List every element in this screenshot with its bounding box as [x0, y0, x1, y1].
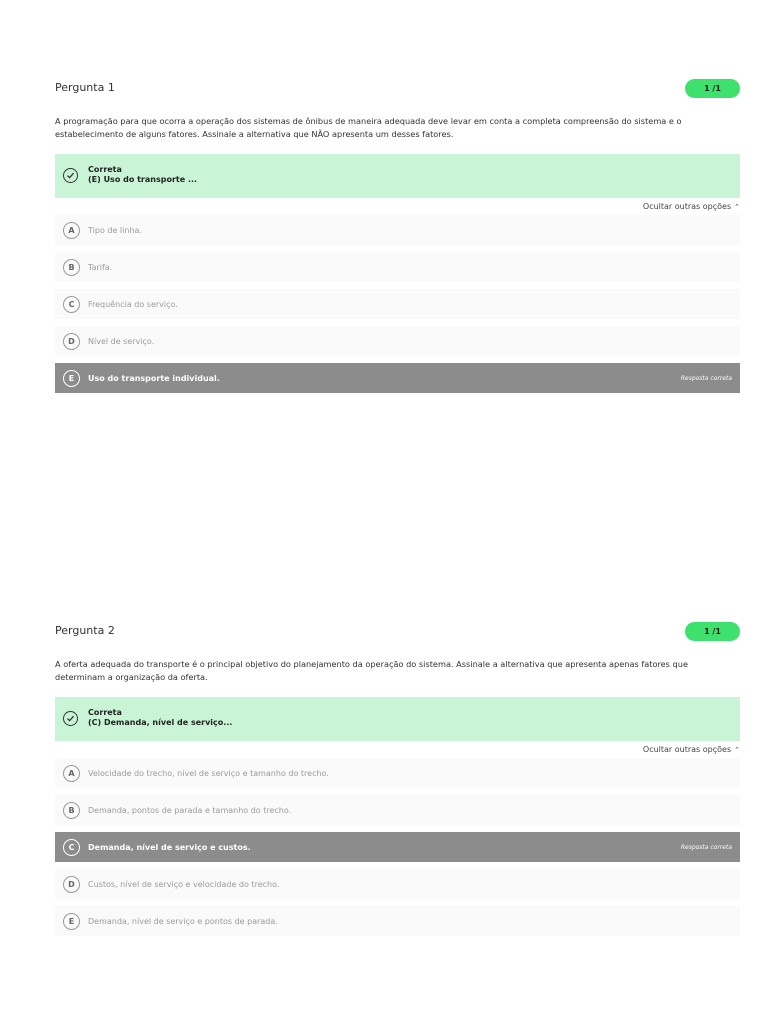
option-e[interactable]	[55, 906, 740, 936]
question-2	[55, 622, 740, 943]
option-d[interactable]	[55, 869, 740, 899]
result-box	[55, 697, 740, 741]
correct-answer-tag: Resposta correta	[680, 374, 732, 382]
hide-options-toggle[interactable]	[643, 202, 740, 211]
chevron-up-icon: ⌃	[734, 746, 740, 754]
option-e[interactable]	[55, 363, 740, 393]
option-text: Uso do transporte individual.	[88, 373, 220, 383]
option-text: Demanda, nível de serviço e custos.	[88, 842, 251, 852]
option-b[interactable]	[55, 795, 740, 825]
option-text: Frequência do serviço.	[88, 299, 178, 309]
option-c[interactable]	[55, 832, 740, 862]
option-letter: A	[63, 222, 80, 239]
toggle-label: Ocultar outras opções	[642, 745, 732, 754]
result-label: Correta	[88, 708, 122, 717]
option-letter: A	[63, 765, 80, 782]
toggle-row	[55, 741, 740, 758]
option-letter: B	[63, 802, 80, 819]
option-b[interactable]	[55, 252, 740, 282]
chevron-up-icon: ⌃	[734, 203, 740, 211]
option-letter: E	[63, 913, 80, 930]
check-circle-icon	[63, 168, 78, 183]
correct-answer-tag: Resposta correta	[680, 843, 732, 851]
option-a[interactable]	[55, 758, 740, 788]
hide-options-toggle[interactable]	[643, 745, 740, 754]
result-answer: (E) Uso do transporte ...	[88, 175, 198, 184]
option-letter: D	[63, 876, 80, 893]
option-text: Velocidade do trecho, nível de serviço e tamanho do trecho.	[88, 768, 329, 778]
option-c[interactable]	[55, 289, 740, 319]
option-text: Tipo de linha.	[88, 225, 142, 235]
result-box	[55, 154, 740, 198]
score-badge: 1 /1	[685, 622, 740, 641]
option-text: Tarifa.	[88, 262, 113, 272]
option-d[interactable]	[55, 326, 740, 356]
option-a[interactable]	[55, 215, 740, 245]
result-answer: (C) Demanda, nível de serviço...	[88, 718, 233, 727]
result-label: Correta	[88, 165, 122, 174]
option-text: Demanda, nível de serviço e pontos de parada.	[88, 916, 278, 926]
option-letter: E	[63, 370, 80, 387]
option-text: Nível de serviço.	[88, 336, 155, 346]
toggle-row	[55, 198, 740, 215]
option-letter: D	[63, 333, 80, 350]
check-circle-icon	[63, 711, 78, 726]
option-text: Demanda, pontos de parada e tamanho do trecho.	[88, 805, 292, 815]
toggle-label: Ocultar outras opções	[642, 202, 732, 211]
question-header	[55, 622, 740, 642]
question-title: Pergunta 2	[55, 624, 115, 637]
option-letter: B	[63, 259, 80, 276]
question-title: Pergunta 1	[55, 81, 115, 94]
score-badge: 1 /1	[685, 79, 740, 98]
option-text: Custos, nível de serviço e velocidade do trecho.	[88, 879, 280, 889]
option-letter: C	[63, 296, 80, 313]
option-letter: C	[63, 839, 80, 856]
question-header	[55, 79, 740, 99]
question-1	[55, 79, 740, 400]
question-text: A programação para que ocorra a operação dos sistemas de ônibus de maneira adequada deve levar em conta a completa compreensão do sistema e o estabelecimento de alguns fatores. Assinale a alternativa que NÃO apresenta um desses fatores.	[55, 116, 682, 139]
question-text: A oferta adequada do transporte é o principal objetivo do planejamento da operação do sistema. Assinale a alternativa que apresenta apenas fatores que determinam a organização da oferta.	[55, 659, 688, 682]
